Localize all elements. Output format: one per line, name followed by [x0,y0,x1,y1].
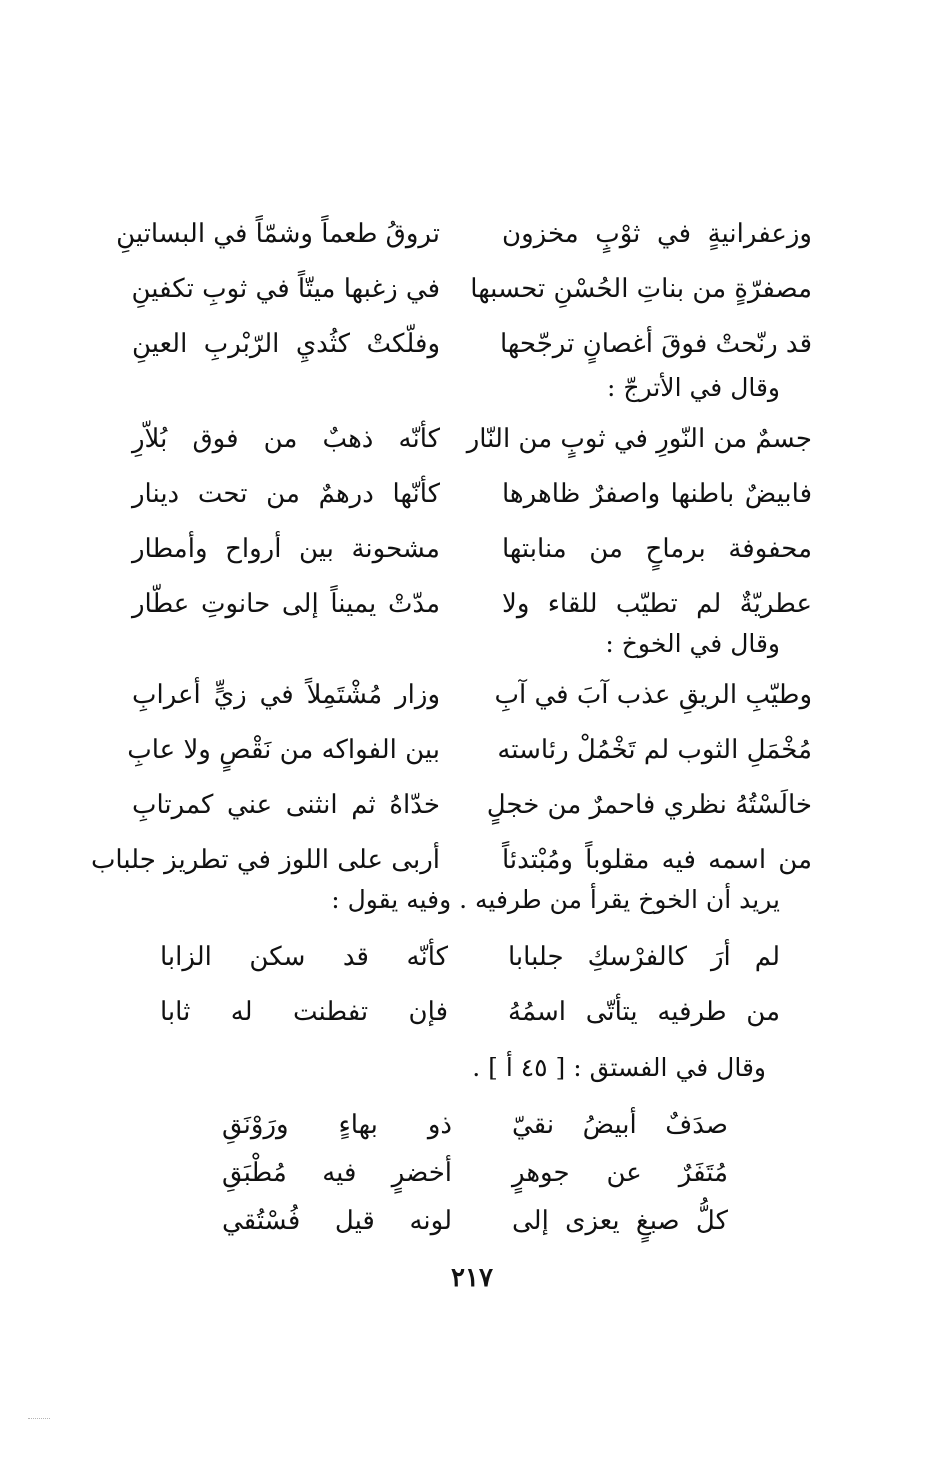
poem-section-2 [132,412,812,632]
verse-second-hemistich: كأنّها درهمٌ من تحت دينار [132,479,440,509]
section-heading: وقال في الأترجّ : [607,373,780,402]
verse [127,723,812,778]
poem-section-1 [116,207,812,372]
verse-first-hemistich: محفوفة برماحٍ من منابتها [502,534,812,564]
poem-section-3 [90,668,812,888]
verse-second-hemistich: بين الفواكه من نَقْصٍ ولا عابِ [127,735,440,765]
verse-first-hemistich: لم أرَ كالفرْسكِ جلبابا [508,942,780,972]
verse-second-hemistich: كأنّه قد سكن الزابا [160,942,448,972]
section-heading: يريد أن الخوخ يقرأ من طرفيه . وفيه يقول : [331,885,780,914]
page-number: ٢١٧ [451,1263,493,1293]
verse-first-hemistich: فابيضٌ باطنها واصفرٌ ظاهرها [502,479,812,509]
verse [132,412,812,467]
verse-first-hemistich: من طرفيه يتأتّى اسمُهُ [508,997,780,1027]
verse [116,207,812,262]
verse [222,1149,728,1197]
section-heading: وقال في الخوخ : [605,629,780,658]
verse-first-hemistich: خالَسْتُهُ نظري فاحمرٌ من خجلٍ [486,790,812,820]
verse [132,467,812,522]
poem-section-5 [222,1101,728,1245]
verse [132,522,812,577]
verse-second-hemistich: في زغبها ميتّاً في ثوبِ تكفينِ [131,274,440,304]
verse [132,317,812,372]
verse-first-hemistich: صدَفٌ أبيضُ نقيّ [512,1110,728,1140]
verse-first-hemistich: جسمٌ من النّورِ في ثوبٍ من النّار [466,424,812,454]
verse-second-hemistich: فإن تفطنت له ثابا [160,997,448,1027]
poem-section-4 [160,930,780,1040]
verse-second-hemistich: أخضرٍ فيه مُطْبَقِ [222,1158,452,1188]
verse-first-hemistich: عطريّةٌ لم تطيّب للقاء ولا [502,589,812,619]
verse [160,985,780,1040]
verse [132,262,812,317]
verse-second-hemistich: تروقُ طعماً وشمّاً في البساتينِ [116,219,440,249]
verse-first-hemistich: مصفرّةٍ من بناتِ الحُسْنِ تحسبها [470,274,812,304]
verse-first-hemistich: كلُّ صبغٍ يعزى إلى [512,1206,728,1236]
scan-mark [28,1418,50,1421]
verse [160,930,780,985]
verse-first-hemistich: وزعفرانيةٍ في ثوْبٍ مخزون [502,219,812,249]
verse-first-hemistich: مُتَفَرٌ عن جوهرٍ [512,1158,728,1188]
verse-second-hemistich: كأنّه ذهبٌ من فوق بُلاّرِ [132,424,440,454]
verse [132,668,812,723]
verse [222,1101,728,1149]
verse-second-hemistich: لونه قيل فُسْتُقي [222,1206,452,1236]
verse [132,778,812,833]
verse-first-hemistich: قد رنّحتْ فوقَ أغصانٍ ترجّحها [500,329,812,359]
verse-second-hemistich: خدّاهُ ثم انثنى عني كمرتابِ [132,790,440,820]
verse-second-hemistich: مدّتْ يميناً إلى حانوتِ عطّار [132,589,440,619]
verse-second-hemistich: ذو بهاءٍ ورَوْنَقِ [222,1110,452,1140]
verse-first-hemistich: وطيّبِ الريقِ عذب آبَ في آبِ [494,680,812,710]
verse-second-hemistich: أربى على اللوز في تطريز جلباب [90,845,440,875]
verse-second-hemistich: مشحونة بين أرواح وأمطار [132,534,440,564]
verse-first-hemistich: من اسمه فيه مقلوباً ومُبْتدئاً [502,845,812,875]
section-heading: وقال في الفستق : [ ٤٥ أ ] . [472,1053,766,1082]
verse-first-hemistich: مُخْمَلِ الثوب لم تَخْمُلْ رئاسته [497,735,812,765]
verse-second-hemistich: وزار مُشْتَمِلاً في زيٍّ أعرابِ [132,680,440,710]
verse [222,1197,728,1245]
verse-second-hemistich: وفلّكتْ كثُديِ الرّبْربِ العينِ [132,329,440,359]
